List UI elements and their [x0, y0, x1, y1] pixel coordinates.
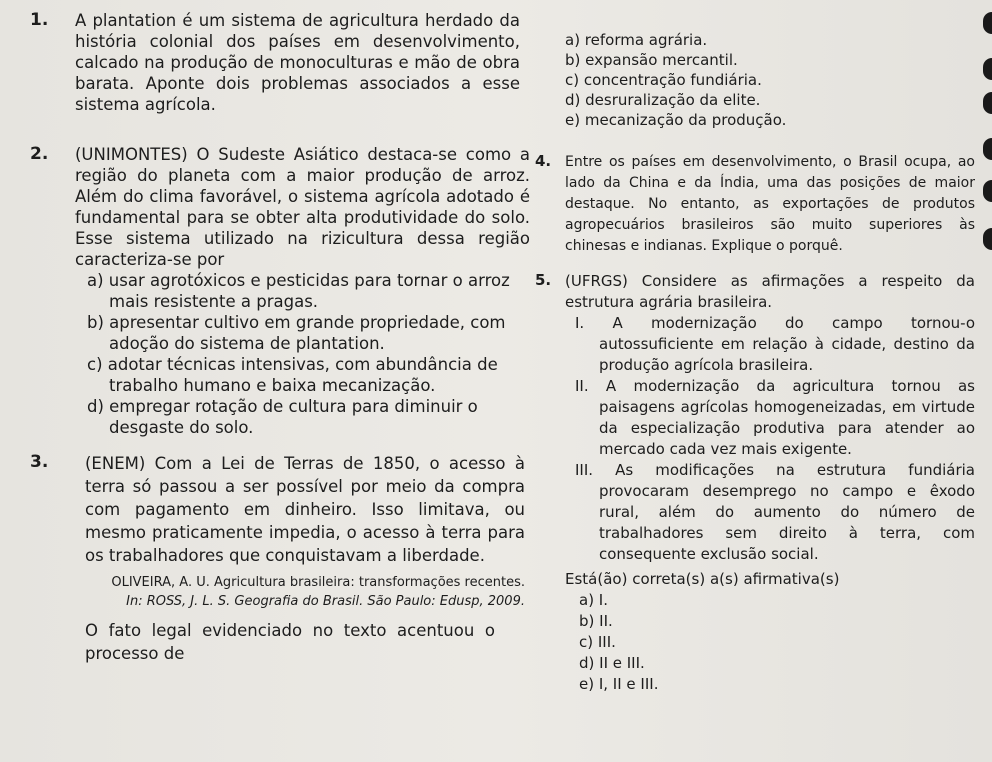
- edge-mark: [983, 180, 992, 202]
- option-d[interactable]: d) desruralização da elite.: [565, 91, 761, 109]
- statement-i: I. A modernização do campo tornou-o autossuficiente em relação à cidade, destino da produção agrícola brasileira.: [575, 314, 975, 374]
- question-number: 4.: [535, 152, 552, 170]
- right-column: [535, 30, 975, 709]
- question-number: 1.: [30, 10, 49, 30]
- citation: [85, 573, 525, 611]
- question-text: A plantation é um sistema de agricultura herdado da história colonial dos países em desenvolvimento, calcado na produção de monoculturas e mão de obra barata. Aponte dois problemas associados a esse sistema agrícola.: [75, 11, 520, 114]
- question-number: 3.: [30, 452, 49, 472]
- question-2: [30, 144, 530, 438]
- citation-line-1: OLIVEIRA, A. U. Agricultura brasileira: transformações recentes.: [111, 575, 525, 590]
- edge-mark: [983, 228, 992, 250]
- question-prompt: O fato legal evidenciado no texto acentuou o processo de: [85, 621, 495, 663]
- option-e[interactable]: e) mecanização da produção.: [565, 111, 787, 129]
- option-d[interactable]: d) II e III.: [579, 654, 645, 672]
- question-3: [30, 452, 530, 665]
- option-b[interactable]: b) II.: [579, 612, 613, 630]
- edge-mark: [983, 12, 992, 34]
- option-a[interactable]: a) I.: [579, 591, 609, 609]
- question-1-options: [565, 30, 975, 130]
- option-e[interactable]: e) I, II e III.: [579, 675, 659, 693]
- edge-mark: [983, 138, 992, 160]
- question-text: (UFRGS) Considere as afirmações a respeito da estrutura agrária brasileira.: [565, 272, 975, 311]
- option-d[interactable]: d) empregar rotação de cultura para diminuir o desgaste do solo.: [87, 397, 478, 437]
- question-number: 2.: [30, 144, 49, 164]
- question-text: Entre os países em desenvolvimento, o Brasil ocupa, ao lado da China e da Índia, uma das posições de maior destaque. No entanto, as exportações de produtos agropecuários brasileiros são muito superiores às chinesas e indianas. Explique o porquê.: [565, 154, 975, 254]
- option-c[interactable]: c) concentração fundiária.: [565, 71, 762, 89]
- page-edge-marks: [976, 0, 992, 762]
- question-5-options: [579, 590, 975, 695]
- question-5: [535, 271, 975, 695]
- edge-mark: [983, 92, 992, 114]
- option-a[interactable]: a) reforma agrária.: [565, 31, 708, 49]
- question-4: [535, 152, 975, 257]
- statement-iii: III. As modificações na estrutura fundiária provocaram desemprego no campo e êxodo rural, além do aumento do número de trabalhadores sem direito à terra, com consequente exclusão social.: [575, 461, 975, 563]
- left-column: [30, 10, 530, 679]
- question-text: (UNIMONTES) O Sudeste Asiático destaca-se como a região do planeta com a maior produção de arroz. Além do clima favorável, o sistema agrícola adotado é fundamental para se obter alta produtividade do solo. Esse sistema utilizado na rizicultura dessa região caracteriza-se por: [75, 145, 530, 269]
- option-c[interactable]: c) III.: [579, 633, 616, 651]
- option-c[interactable]: c) adotar técnicas intensivas, com abundância de trabalho humano e baixa mecanização.: [87, 355, 498, 395]
- option-a[interactable]: a) usar agrotóxicos e pesticidas para tornar o arroz mais resistente a pragas.: [87, 271, 510, 311]
- question-prompt: Está(ão) correta(s) a(s) afirmativa(s): [565, 570, 840, 588]
- question-number: 5.: [535, 271, 552, 289]
- option-b[interactable]: b) expansão mercantil.: [565, 51, 738, 69]
- option-b[interactable]: b) apresentar cultivo em grande propriedade, com adoção do sistema de plantation.: [87, 313, 506, 353]
- question-1: [30, 10, 530, 130]
- citation-line-2: In: ROSS, J. L. S. Geografia do Brasil. São Paulo: Edusp, 2009.: [126, 594, 525, 609]
- statement-ii: II. A modernização da agricultura tornou as paisagens agrícolas homogeneizadas, em virtude da especialização produtiva para atender ao mercado cada vez mais exigente.: [575, 377, 975, 458]
- edge-mark: [983, 58, 992, 80]
- question-text: (ENEM) Com a Lei de Terras de 1850, o acesso à terra só passou a ser possível por meio da compra com pagamento em dinheiro. Isso limitava, ou mesmo praticamente impedia, o acesso à terra para os trabalhadores que conquistavam a liberdade.: [85, 454, 525, 565]
